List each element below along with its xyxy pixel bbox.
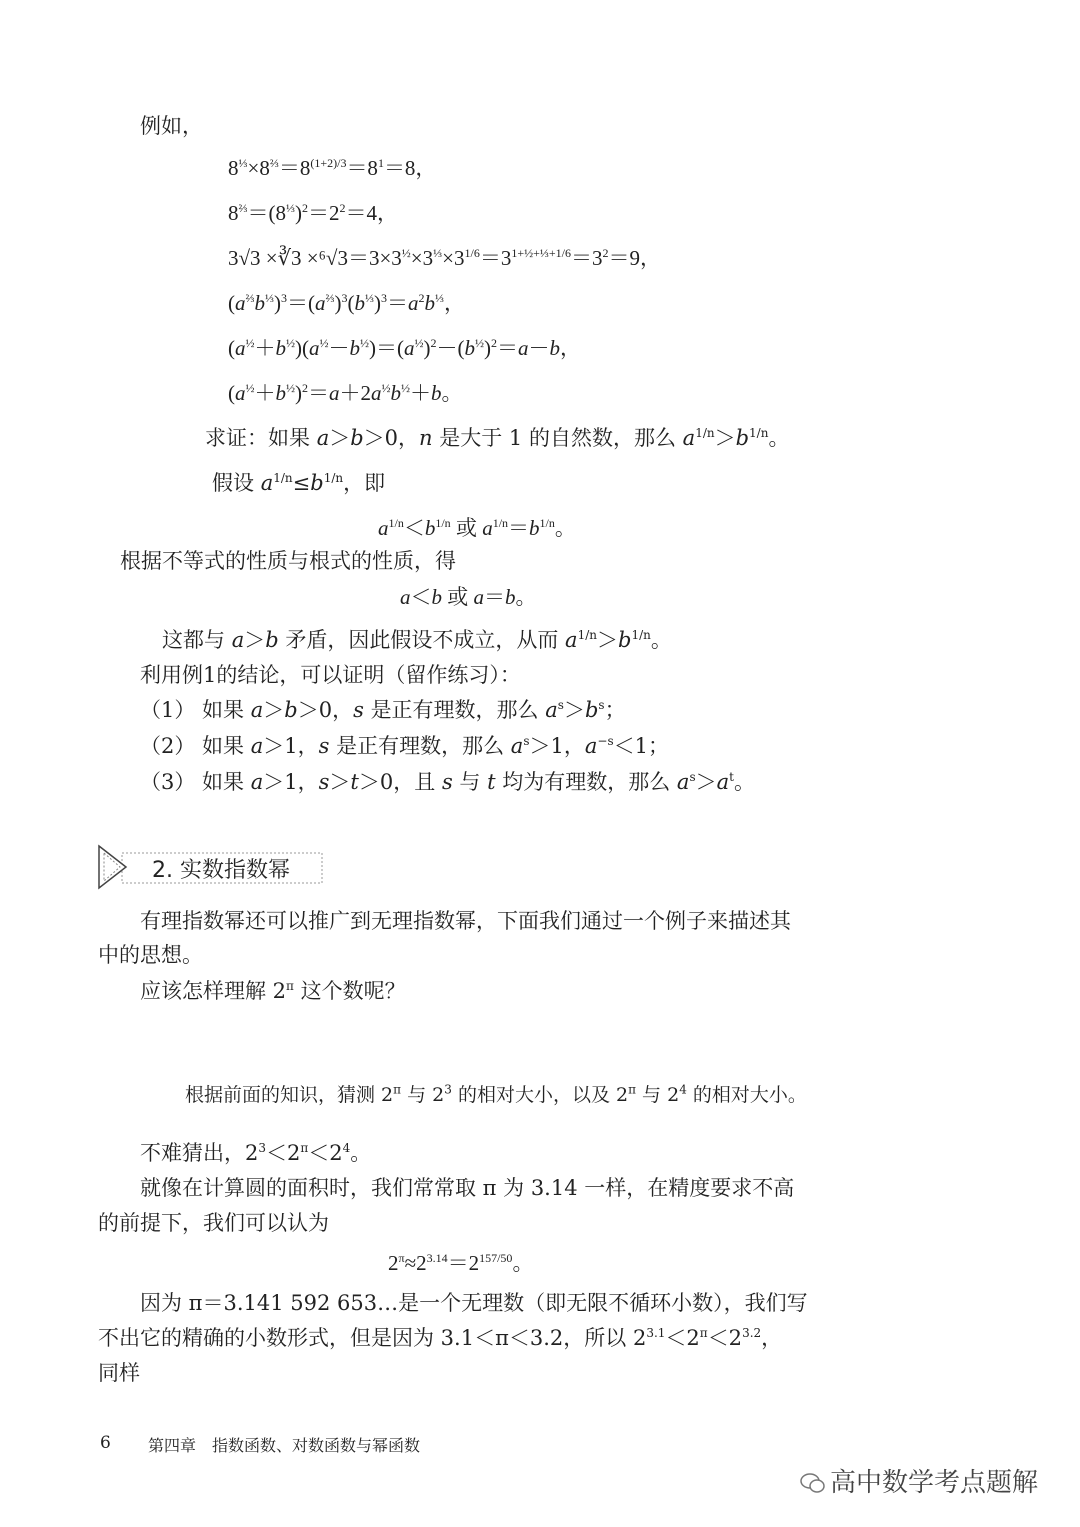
proof-assumption: 假设 $a^{1/n}\le b^{1/n}$，即: [212, 471, 386, 495]
formula-4: $(a^{\frac{2}{3}}b^{\frac{1}{3}})^3=(a^{\frac{2}{3}})^3(b^{\frac{1}{3}})^3=a^2b^{\frac{1}{3}}$，: [228, 291, 465, 315]
exercise-3: （3） 如果 a＞1，s＞t＞0，且 s 与 t 均为有理数，那么 $a^s>a^t$。: [140, 770, 755, 794]
formula-6: $(a^{\frac{1}{2}}+b^{\frac{1}{2}})^2=a+2a^{\frac{1}{2}}b^{\frac{1}{2}}+b$。: [228, 381, 463, 405]
watermark-text: 高中数学考点题解: [830, 1468, 1039, 1498]
chapter-title: 第四章 指数函数、对数函数与幂函数: [148, 1436, 421, 1455]
paragraph-4-line-1: 就像在计算圆的面积时，我们常常取 π 为 3.14 一样，在精度要求不高: [140, 1176, 795, 1200]
paragraph-5-line-2: 不出它的精确的小数形式，但是因为 3.1＜π＜3.2，所以 $2^{3.1}<2^\pi<2^{3.2}$，: [98, 1326, 783, 1350]
exercise-2: （2） 如果 a＞1，s 是正有理数，那么 $a^s>1$，$a^{-s}<1$；: [140, 734, 669, 758]
formula-2: $8^{\frac{2}{3}}=(8^{\frac{1}{3}})^2=2^2=4$，: [228, 201, 398, 225]
formula-9: $2^\pi\approx 2^{3.14}=2^{157/50}$。: [388, 1251, 534, 1275]
page-number: 6: [100, 1433, 111, 1453]
paragraph-5-line-1: 因为 π＝3.141 592 653…是一个无理数（即无限不循环小数），我们写: [140, 1291, 808, 1315]
text-inequality-property: 根据不等式的性质与根式的性质，得: [120, 549, 456, 573]
paragraph-1-line-2: 中的思想。: [98, 943, 203, 967]
formula-3: 3√3 ×∛3 $\times^6√3=3\times 3^{\frac{1}{2}}\times 3^{\frac{1}{3}}\times 3^{1/6}=3^{1+\frac{1}{2}+\frac{1}{3}+1/6}=3^2=9$，: [228, 246, 661, 270]
section-header: [96, 843, 326, 891]
paragraph-3: 不难猜出，$2^3<2^\pi<2^4$。: [140, 1141, 372, 1165]
formula-7: $a^{1/n}<b^{1/n}$ 或 $a^{1/n}=b^{1/n}$。: [378, 516, 576, 540]
section-title: 2. 实数指数幂: [152, 858, 290, 883]
formula-8: a＜b 或 a＝b。: [400, 585, 537, 609]
exercise-1: （1） 如果 a＞b＞0，s 是正有理数，那么 $a^s>b^s$；: [140, 698, 626, 722]
paragraph-4-line-2: 的前提下，我们可以认为: [98, 1211, 329, 1235]
question-prompt: 根据前面的知识，猜测 $2^\pi$ 与 $2^3$ 的相对大小，以及 $2^\pi$ 与 $2^4$ 的相对大小。: [185, 1082, 807, 1106]
paragraph-2: 应该怎样理解 $2^\pi$ 这个数呢？: [140, 979, 406, 1003]
formula-5: $(a^{\frac{1}{2}}+b^{\frac{1}{2}})(a^{\frac{1}{2}}-b^{\frac{1}{2}})=(a^{\frac{1}{2}})^2-(b^{\frac{1}{2}})^2=a-b$，: [228, 336, 581, 360]
proof-statement: 求证：如果 a＞b＞0，n 是大于 1 的自然数，那么 $a^{1/n}>b^{1/n}$。: [205, 426, 790, 450]
paragraph-1-line-1: 有理指数幂还可以推广到无理指数幂，下面我们通过一个例子来描述其: [140, 909, 791, 933]
text-example-intro: 例如，: [140, 114, 203, 138]
text-use-example: 利用例1的结论，可以证明（留作练习）：: [140, 663, 521, 687]
wechat-icon: [800, 1471, 826, 1493]
paragraph-5-line-3: 同样: [98, 1361, 140, 1385]
formula-1: $8^{\frac{1}{3}}\times 8^{\frac{2}{3}}=8^{(1+2)/3}=8^1=8$，: [228, 156, 437, 180]
proof-conclusion: 这都与 a＞b 矛盾，因此假设不成立，从而 $a^{1/n}>b^{1/n}$。: [162, 628, 672, 652]
watermark: [800, 1462, 1038, 1499]
